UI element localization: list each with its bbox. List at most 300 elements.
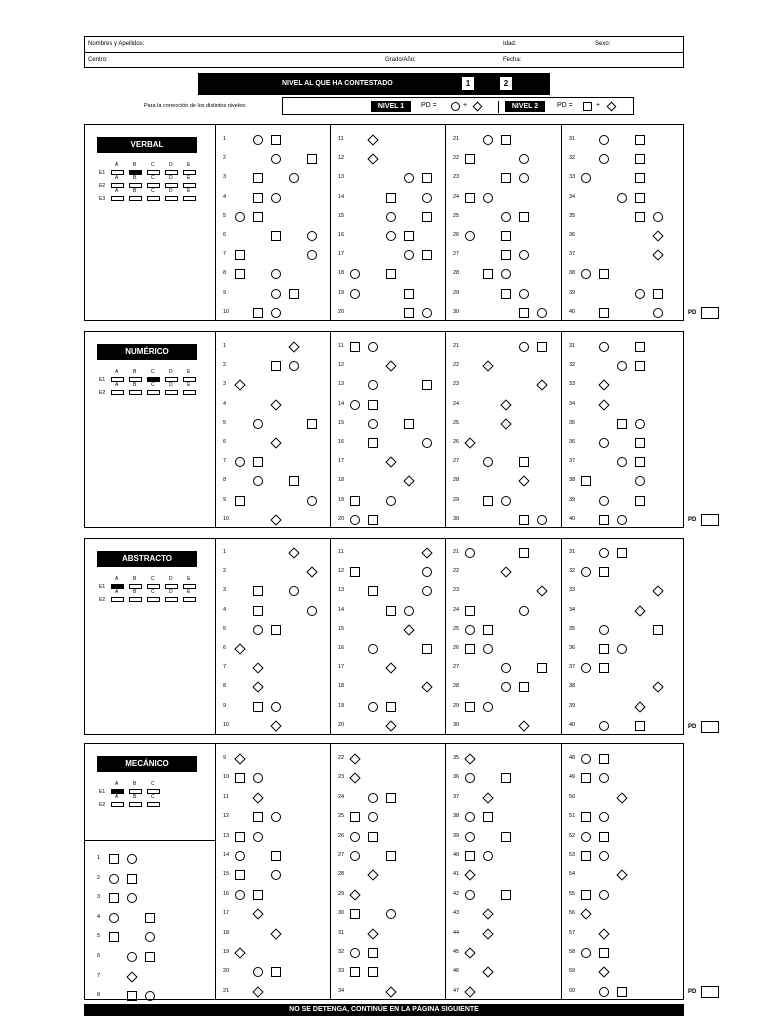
example-option-box[interactable] [147,597,160,602]
circle-answer-bubble[interactable] [253,832,263,842]
circle-answer-bubble[interactable] [350,832,360,842]
circle-answer-bubble[interactable] [581,948,591,958]
square-answer-box[interactable] [235,496,245,506]
square-answer-box[interactable] [501,250,511,260]
circle-answer-bubble[interactable] [483,135,493,145]
square-answer-box[interactable] [519,682,529,692]
circle-answer-bubble[interactable] [235,890,245,900]
circle-answer-bubble[interactable] [483,851,493,861]
diamond-answer-mark[interactable] [652,230,663,241]
square-answer-box[interactable] [581,476,591,486]
square-answer-box[interactable] [368,948,378,958]
square-answer-box[interactable] [483,812,493,822]
circle-answer-bubble[interactable] [368,702,378,712]
circle-answer-bubble[interactable] [599,890,609,900]
square-answer-box[interactable] [271,135,281,145]
square-answer-box[interactable] [653,625,663,635]
diamond-answer-mark[interactable] [536,586,547,597]
circle-answer-bubble[interactable] [271,289,281,299]
circle-answer-bubble[interactable] [635,289,645,299]
square-answer-box[interactable] [599,754,609,764]
diamond-answer-mark[interactable] [252,682,263,693]
circle-answer-bubble[interactable] [422,438,432,448]
square-answer-box[interactable] [386,269,396,279]
square-answer-box[interactable] [422,173,432,183]
circle-answer-bubble[interactable] [271,154,281,164]
circle-answer-bubble[interactable] [145,991,155,1001]
circle-answer-bubble[interactable] [368,644,378,654]
square-answer-box[interactable] [404,231,414,241]
square-answer-box[interactable] [635,212,645,222]
square-answer-box[interactable] [307,419,317,429]
circle-answer-bubble[interactable] [465,231,475,241]
square-answer-box[interactable] [635,496,645,506]
diamond-answer-mark[interactable] [616,792,627,803]
square-answer-box[interactable] [145,913,155,923]
circle-answer-bubble[interactable] [368,812,378,822]
square-answer-box[interactable] [253,457,263,467]
square-answer-box[interactable] [235,870,245,880]
circle-answer-bubble[interactable] [271,812,281,822]
circle-answer-bubble[interactable] [599,496,609,506]
circle-answer-bubble[interactable] [253,773,263,783]
circle-answer-bubble[interactable] [271,702,281,712]
square-answer-box[interactable] [465,193,475,203]
circle-answer-bubble[interactable] [368,419,378,429]
circle-answer-bubble[interactable] [127,893,137,903]
diamond-answer-mark[interactable] [634,701,645,712]
circle-answer-bubble[interactable] [253,419,263,429]
diamond-answer-mark[interactable] [464,986,475,997]
circle-answer-bubble[interactable] [599,548,609,558]
square-answer-box[interactable] [617,419,627,429]
circle-answer-bubble[interactable] [307,496,317,506]
diamond-answer-mark[interactable] [652,586,663,597]
circle-answer-bubble[interactable] [386,909,396,919]
square-answer-box[interactable] [289,289,299,299]
diamond-answer-mark[interactable] [580,909,591,920]
pd-score-box[interactable] [701,307,719,319]
circle-answer-bubble[interactable] [422,193,432,203]
circle-answer-bubble[interactable] [599,851,609,861]
square-answer-box[interactable] [253,173,263,183]
diamond-answer-mark[interactable] [252,663,263,674]
square-answer-box[interactable] [253,702,263,712]
square-answer-box[interactable] [465,154,475,164]
square-answer-box[interactable] [350,909,360,919]
diamond-answer-mark[interactable] [598,967,609,978]
diamond-answer-mark[interactable] [270,928,281,939]
diamond-answer-mark[interactable] [598,380,609,391]
square-answer-box[interactable] [501,832,511,842]
square-answer-box[interactable] [422,380,432,390]
circle-answer-bubble[interactable] [307,606,317,616]
circle-answer-bubble[interactable] [465,548,475,558]
circle-answer-bubble[interactable] [127,854,137,864]
circle-answer-bubble[interactable] [404,606,414,616]
square-answer-box[interactable] [465,644,475,654]
diamond-answer-mark[interactable] [270,437,281,448]
example-option-box[interactable] [165,597,178,602]
diamond-answer-mark[interactable] [421,682,432,693]
diamond-answer-mark[interactable] [288,547,299,558]
circle-answer-bubble[interactable] [109,913,119,923]
circle-answer-bubble[interactable] [271,269,281,279]
diamond-answer-mark[interactable] [616,870,627,881]
diamond-answer-mark[interactable] [536,380,547,391]
square-answer-box[interactable] [235,250,245,260]
square-answer-box[interactable] [653,289,663,299]
square-answer-box[interactable] [386,793,396,803]
circle-answer-bubble[interactable] [599,721,609,731]
circle-answer-bubble[interactable] [271,308,281,318]
diamond-answer-mark[interactable] [367,134,378,145]
square-answer-box[interactable] [127,874,137,884]
circle-answer-bubble[interactable] [581,663,591,673]
square-answer-box[interactable] [253,308,263,318]
square-answer-box[interactable] [235,832,245,842]
square-answer-box[interactable] [501,773,511,783]
diamond-answer-mark[interactable] [482,909,493,920]
diamond-answer-mark[interactable] [126,971,137,982]
square-answer-box[interactable] [617,987,627,997]
square-answer-box[interactable] [368,586,378,596]
square-answer-box[interactable] [599,644,609,654]
square-answer-box[interactable] [599,948,609,958]
diamond-answer-mark[interactable] [270,514,281,525]
circle-answer-bubble[interactable] [581,269,591,279]
square-answer-box[interactable] [483,625,493,635]
square-answer-box[interactable] [109,893,119,903]
square-answer-box[interactable] [635,193,645,203]
diamond-answer-mark[interactable] [598,928,609,939]
circle-answer-bubble[interactable] [253,967,263,977]
circle-answer-bubble[interactable] [519,289,529,299]
circle-answer-bubble[interactable] [599,773,609,783]
circle-answer-bubble[interactable] [483,644,493,654]
square-answer-box[interactable] [581,812,591,822]
circle-answer-bubble[interactable] [617,193,627,203]
circle-answer-bubble[interactable] [581,173,591,183]
diamond-answer-mark[interactable] [482,361,493,372]
diamond-answer-mark[interactable] [421,547,432,558]
diamond-answer-mark[interactable] [500,418,511,429]
diamond-answer-mark[interactable] [234,753,245,764]
square-answer-box[interactable] [465,702,475,712]
circle-answer-bubble[interactable] [253,135,263,145]
square-answer-box[interactable] [253,586,263,596]
square-answer-box[interactable] [635,361,645,371]
square-answer-box[interactable] [368,967,378,977]
square-answer-box[interactable] [465,851,475,861]
diamond-answer-mark[interactable] [652,250,663,261]
circle-answer-bubble[interactable] [465,812,475,822]
diamond-answer-mark[interactable] [652,682,663,693]
square-answer-box[interactable] [635,457,645,467]
diamond-answer-mark[interactable] [349,889,360,900]
square-answer-box[interactable] [581,773,591,783]
circle-answer-bubble[interactable] [422,567,432,577]
square-answer-box[interactable] [253,890,263,900]
circle-answer-bubble[interactable] [599,438,609,448]
square-answer-box[interactable] [519,515,529,525]
square-answer-box[interactable] [422,250,432,260]
example-option-box[interactable] [111,597,124,602]
example-option-box[interactable] [183,196,196,201]
circle-answer-bubble[interactable] [501,496,511,506]
diamond-answer-mark[interactable] [464,753,475,764]
square-answer-box[interactable] [599,567,609,577]
circle-answer-bubble[interactable] [289,586,299,596]
circle-answer-bubble[interactable] [519,342,529,352]
circle-answer-bubble[interactable] [350,948,360,958]
circle-answer-bubble[interactable] [599,987,609,997]
square-answer-box[interactable] [368,400,378,410]
square-answer-box[interactable] [519,308,529,318]
circle-answer-bubble[interactable] [617,644,627,654]
circle-answer-bubble[interactable] [617,515,627,525]
example-option-box[interactable] [111,390,124,395]
square-answer-box[interactable] [350,967,360,977]
circle-answer-bubble[interactable] [617,361,627,371]
diamond-answer-mark[interactable] [500,399,511,410]
square-answer-box[interactable] [350,567,360,577]
square-answer-box[interactable] [501,231,511,241]
square-answer-box[interactable] [109,932,119,942]
circle-answer-bubble[interactable] [519,154,529,164]
diamond-answer-mark[interactable] [367,154,378,165]
circle-answer-bubble[interactable] [465,832,475,842]
diamond-answer-mark[interactable] [634,605,645,616]
square-answer-box[interactable] [537,342,547,352]
circle-answer-bubble[interactable] [465,625,475,635]
square-answer-box[interactable] [422,212,432,222]
square-answer-box[interactable] [635,154,645,164]
circle-answer-bubble[interactable] [271,870,281,880]
circle-answer-bubble[interactable] [368,380,378,390]
diamond-answer-mark[interactable] [598,399,609,410]
circle-answer-bubble[interactable] [483,193,493,203]
circle-answer-bubble[interactable] [368,793,378,803]
circle-answer-bubble[interactable] [599,625,609,635]
diamond-answer-mark[interactable] [252,986,263,997]
level-option-1[interactable]: 1 [462,77,474,90]
diamond-answer-mark[interactable] [482,928,493,939]
square-answer-box[interactable] [350,812,360,822]
diamond-answer-mark[interactable] [385,361,396,372]
circle-answer-bubble[interactable] [599,135,609,145]
circle-answer-bubble[interactable] [501,682,511,692]
square-answer-box[interactable] [253,606,263,616]
example-option-box[interactable] [183,597,196,602]
circle-answer-bubble[interactable] [253,476,263,486]
diamond-answer-mark[interactable] [270,720,281,731]
level-option-2[interactable]: 2 [500,77,512,90]
square-answer-box[interactable] [635,721,645,731]
circle-answer-bubble[interactable] [599,342,609,352]
circle-answer-bubble[interactable] [635,419,645,429]
circle-answer-bubble[interactable] [386,496,396,506]
circle-answer-bubble[interactable] [581,567,591,577]
square-answer-box[interactable] [617,548,627,558]
circle-answer-bubble[interactable] [350,851,360,861]
circle-answer-bubble[interactable] [404,173,414,183]
square-answer-box[interactable] [483,269,493,279]
square-answer-box[interactable] [307,154,317,164]
square-answer-box[interactable] [581,851,591,861]
circle-answer-bubble[interactable] [483,457,493,467]
square-answer-box[interactable] [386,851,396,861]
circle-answer-bubble[interactable] [350,515,360,525]
circle-answer-bubble[interactable] [599,154,609,164]
square-answer-box[interactable] [386,193,396,203]
square-answer-box[interactable] [386,606,396,616]
square-answer-box[interactable] [109,854,119,864]
circle-answer-bubble[interactable] [289,361,299,371]
circle-answer-bubble[interactable] [350,269,360,279]
diamond-answer-mark[interactable] [464,437,475,448]
pd-score-box[interactable] [701,986,719,998]
circle-answer-bubble[interactable] [235,212,245,222]
square-answer-box[interactable] [465,606,475,616]
square-answer-box[interactable] [404,419,414,429]
example-option-box[interactable] [129,196,142,201]
diamond-answer-mark[interactable] [500,567,511,578]
square-answer-box[interactable] [501,890,511,900]
diamond-answer-mark[interactable] [252,909,263,920]
circle-answer-bubble[interactable] [537,308,547,318]
circle-answer-bubble[interactable] [271,193,281,203]
circle-answer-bubble[interactable] [483,702,493,712]
square-answer-box[interactable] [271,361,281,371]
square-answer-box[interactable] [581,890,591,900]
square-answer-box[interactable] [386,702,396,712]
circle-answer-bubble[interactable] [109,874,119,884]
square-answer-box[interactable] [271,231,281,241]
diamond-answer-mark[interactable] [464,947,475,958]
square-answer-box[interactable] [271,851,281,861]
diamond-answer-mark[interactable] [349,773,360,784]
circle-answer-bubble[interactable] [145,932,155,942]
square-answer-box[interactable] [253,212,263,222]
example-option-box[interactable] [147,802,160,807]
circle-answer-bubble[interactable] [501,663,511,673]
square-answer-box[interactable] [368,515,378,525]
square-answer-box[interactable] [127,991,137,1001]
diamond-answer-mark[interactable] [234,947,245,958]
diamond-answer-mark[interactable] [288,341,299,352]
circle-answer-bubble[interactable] [307,250,317,260]
example-option-box[interactable] [129,597,142,602]
square-answer-box[interactable] [501,289,511,299]
circle-answer-bubble[interactable] [307,231,317,241]
circle-answer-bubble[interactable] [465,773,475,783]
example-option-box[interactable] [147,196,160,201]
circle-answer-bubble[interactable] [537,515,547,525]
circle-answer-bubble[interactable] [386,231,396,241]
square-answer-box[interactable] [350,342,360,352]
example-option-box[interactable] [111,196,124,201]
example-option-box[interactable] [147,390,160,395]
square-answer-box[interactable] [635,173,645,183]
circle-answer-bubble[interactable] [653,308,663,318]
diamond-answer-mark[interactable] [464,870,475,881]
square-answer-box[interactable] [501,135,511,145]
circle-answer-bubble[interactable] [635,476,645,486]
square-answer-box[interactable] [235,773,245,783]
diamond-answer-mark[interactable] [385,457,396,468]
square-answer-box[interactable] [350,496,360,506]
square-answer-box[interactable] [599,663,609,673]
diamond-answer-mark[interactable] [234,643,245,654]
circle-answer-bubble[interactable] [465,890,475,900]
square-answer-box[interactable] [599,832,609,842]
square-answer-box[interactable] [599,269,609,279]
circle-answer-bubble[interactable] [368,342,378,352]
example-option-box[interactable] [129,390,142,395]
example-option-box[interactable] [183,390,196,395]
square-answer-box[interactable] [422,644,432,654]
square-answer-box[interactable] [289,476,299,486]
diamond-answer-mark[interactable] [252,792,263,803]
diamond-answer-mark[interactable] [403,476,414,487]
square-answer-box[interactable] [635,438,645,448]
diamond-answer-mark[interactable] [518,476,529,487]
circle-answer-bubble[interactable] [235,851,245,861]
diamond-answer-mark[interactable] [306,567,317,578]
diamond-answer-mark[interactable] [367,928,378,939]
square-answer-box[interactable] [271,967,281,977]
square-answer-box[interactable] [501,173,511,183]
circle-answer-bubble[interactable] [422,308,432,318]
diamond-answer-mark[interactable] [367,870,378,881]
diamond-answer-mark[interactable] [349,753,360,764]
circle-answer-bubble[interactable] [127,952,137,962]
diamond-answer-mark[interactable] [385,663,396,674]
square-answer-box[interactable] [235,269,245,279]
square-answer-box[interactable] [368,832,378,842]
circle-answer-bubble[interactable] [253,625,263,635]
circle-answer-bubble[interactable] [519,606,529,616]
circle-answer-bubble[interactable] [519,250,529,260]
circle-answer-bubble[interactable] [289,173,299,183]
example-option-box[interactable] [129,802,142,807]
square-answer-box[interactable] [404,289,414,299]
circle-answer-bubble[interactable] [519,173,529,183]
example-option-box[interactable] [111,802,124,807]
circle-answer-bubble[interactable] [350,289,360,299]
square-answer-box[interactable] [145,952,155,962]
square-answer-box[interactable] [635,342,645,352]
circle-answer-bubble[interactable] [653,212,663,222]
circle-answer-bubble[interactable] [599,812,609,822]
example-option-box[interactable] [165,390,178,395]
square-answer-box[interactable] [599,308,609,318]
square-answer-box[interactable] [483,496,493,506]
circle-answer-bubble[interactable] [501,212,511,222]
diamond-answer-mark[interactable] [518,720,529,731]
square-answer-box[interactable] [253,812,263,822]
circle-answer-bubble[interactable] [617,457,627,467]
square-answer-box[interactable] [519,212,529,222]
diamond-answer-mark[interactable] [482,967,493,978]
square-answer-box[interactable] [368,438,378,448]
square-answer-box[interactable] [599,515,609,525]
square-answer-box[interactable] [635,135,645,145]
circle-answer-bubble[interactable] [422,586,432,596]
diamond-answer-mark[interactable] [403,624,414,635]
circle-answer-bubble[interactable] [386,212,396,222]
